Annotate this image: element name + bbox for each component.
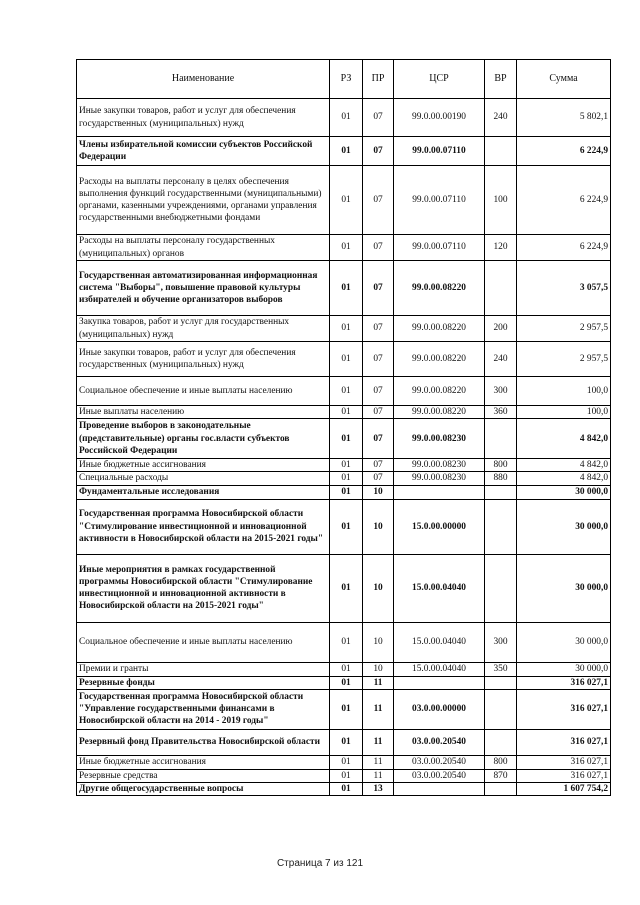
- cell-csr: 99.0.00.08220: [394, 316, 485, 342]
- cell-csr: [394, 676, 485, 689]
- cell-vr: 800: [485, 459, 517, 472]
- cell-sum: 316 027,1: [517, 769, 611, 782]
- cell-rz: 01: [330, 459, 363, 472]
- cell-csr: 15.0.00.04040: [394, 662, 485, 676]
- cell-name: Иные выплаты населению: [77, 406, 330, 419]
- cell-rz: 01: [330, 755, 363, 769]
- table-row: [77, 783, 611, 796]
- table-row: [77, 485, 611, 499]
- cell-rz: 01: [330, 316, 363, 342]
- cell-name: Закупка товаров, работ и услуг для государственных (муниципальных) нужд: [77, 316, 330, 342]
- cell-rz: 01: [330, 729, 363, 755]
- cell-pr: 11: [363, 769, 394, 782]
- cell-name: Расходы на выплаты персоналу государственных (муниципальных) органов: [77, 235, 330, 261]
- cell-vr: 120: [485, 235, 517, 261]
- cell-sum: 3 057,5: [517, 261, 611, 316]
- cell-vr: 880: [485, 472, 517, 485]
- cell-csr: [394, 783, 485, 796]
- cell-pr: 07: [363, 137, 394, 166]
- table-row: [77, 137, 611, 166]
- cell-vr: [485, 261, 517, 316]
- cell-name: Иные закупки товаров, работ и услуг для обеспечения государственных (муниципальных) нужд: [77, 342, 330, 377]
- header-pr: ПР: [363, 60, 394, 99]
- cell-sum: 4 842,0: [517, 459, 611, 472]
- cell-pr: 10: [363, 622, 394, 662]
- table-row: [77, 261, 611, 316]
- cell-pr: 07: [363, 166, 394, 235]
- cell-rz: 01: [330, 499, 363, 554]
- cell-rz: 01: [330, 406, 363, 419]
- cell-pr: 07: [363, 419, 394, 459]
- table-row: [77, 499, 611, 554]
- cell-sum: 4 842,0: [517, 419, 611, 459]
- cell-sum: 6 224,9: [517, 235, 611, 261]
- cell-pr: 11: [363, 676, 394, 689]
- cell-rz: 01: [330, 472, 363, 485]
- cell-pr: 13: [363, 783, 394, 796]
- cell-name: Резервный фонд Правительства Новосибирской области: [77, 729, 330, 755]
- cell-sum: 2 957,5: [517, 316, 611, 342]
- table-row: [77, 419, 611, 459]
- cell-csr: [394, 485, 485, 499]
- header-rz: РЗ: [330, 60, 363, 99]
- cell-vr: [485, 137, 517, 166]
- cell-vr: [485, 499, 517, 554]
- cell-csr: 15.0.00.04040: [394, 622, 485, 662]
- cell-sum: 6 224,9: [517, 166, 611, 235]
- cell-name: Резервные средства: [77, 769, 330, 782]
- table-row: [77, 235, 611, 261]
- table-row: [77, 755, 611, 769]
- table-row: [77, 676, 611, 689]
- cell-vr: 360: [485, 406, 517, 419]
- cell-vr: [485, 783, 517, 796]
- cell-vr: 300: [485, 622, 517, 662]
- table-row: [77, 769, 611, 782]
- cell-vr: 240: [485, 99, 517, 137]
- table-row: [77, 662, 611, 676]
- cell-sum: 316 027,1: [517, 689, 611, 729]
- cell-rz: 01: [330, 485, 363, 499]
- cell-vr: 300: [485, 377, 517, 406]
- cell-name: Государственная программа Новосибирской области "Управление государственными финансами в Новосибирской области на 2014 - 2019 годы": [77, 689, 330, 729]
- cell-vr: 870: [485, 769, 517, 782]
- cell-name: Специальные расходы: [77, 472, 330, 485]
- cell-sum: 4 842,0: [517, 472, 611, 485]
- cell-name: Иные бюджетные ассигнования: [77, 459, 330, 472]
- cell-pr: 11: [363, 689, 394, 729]
- budget-table: [76, 59, 611, 796]
- cell-pr: 10: [363, 499, 394, 554]
- cell-sum: 30 000,0: [517, 499, 611, 554]
- cell-pr: 07: [363, 472, 394, 485]
- cell-name: Расходы на выплаты персоналу в целях обеспечения выполнения функций государственными (муниципальными) органами, казенными учреждениями, органами управления государственными внебюджетными фондами: [77, 166, 330, 235]
- cell-csr: 03.0.00.20540: [394, 769, 485, 782]
- cell-sum: 1 607 754,2: [517, 783, 611, 796]
- table-row: [77, 316, 611, 342]
- cell-rz: 01: [330, 419, 363, 459]
- cell-vr: [485, 729, 517, 755]
- cell-vr: 100: [485, 166, 517, 235]
- cell-sum: 30 000,0: [517, 554, 611, 622]
- table-header-row: [77, 60, 611, 99]
- cell-rz: 01: [330, 689, 363, 729]
- cell-csr: 99.0.00.08230: [394, 459, 485, 472]
- cell-vr: [485, 676, 517, 689]
- cell-pr: 10: [363, 662, 394, 676]
- cell-sum: 30 000,0: [517, 622, 611, 662]
- cell-name: Иные мероприятия в рамках государственной программы Новосибирской области "Стимулирование инвестиционной и инновационной активности в Новосибирской области на 2015-2021 годы": [77, 554, 330, 622]
- cell-rz: 01: [330, 377, 363, 406]
- cell-rz: 01: [330, 166, 363, 235]
- cell-csr: 99.0.00.08230: [394, 472, 485, 485]
- cell-vr: 200: [485, 316, 517, 342]
- cell-csr: 99.0.00.07110: [394, 235, 485, 261]
- cell-vr: 240: [485, 342, 517, 377]
- cell-name: Иные бюджетные ассигнования: [77, 755, 330, 769]
- cell-rz: 01: [330, 783, 363, 796]
- cell-pr: 11: [363, 729, 394, 755]
- cell-pr: 07: [363, 377, 394, 406]
- cell-sum: 30 000,0: [517, 485, 611, 499]
- cell-name: Фундаментальные исследования: [77, 485, 330, 499]
- page-footer: Страница 7 из 121: [276, 858, 364, 869]
- table-row: [77, 406, 611, 419]
- cell-vr: 350: [485, 662, 517, 676]
- cell-sum: 100,0: [517, 377, 611, 406]
- cell-csr: 15.0.00.04040: [394, 554, 485, 622]
- cell-vr: 800: [485, 755, 517, 769]
- cell-vr: [485, 485, 517, 499]
- cell-pr: 07: [363, 261, 394, 316]
- cell-rz: 01: [330, 622, 363, 662]
- header-sum: Сумма: [517, 60, 611, 99]
- cell-vr: [485, 419, 517, 459]
- cell-rz: 01: [330, 342, 363, 377]
- table-row: [77, 622, 611, 662]
- cell-csr: 03.0.00.20540: [394, 755, 485, 769]
- cell-name: Другие общегосударственные вопросы: [77, 783, 330, 796]
- cell-pr: 07: [363, 316, 394, 342]
- cell-csr: 99.0.00.08230: [394, 419, 485, 459]
- table-row: [77, 342, 611, 377]
- cell-vr: [485, 689, 517, 729]
- table-row: [77, 377, 611, 406]
- cell-rz: 01: [330, 99, 363, 137]
- table-row: [77, 554, 611, 622]
- cell-sum: 5 802,1: [517, 99, 611, 137]
- cell-pr: 07: [363, 342, 394, 377]
- cell-csr: 99.0.00.08220: [394, 406, 485, 419]
- cell-name: Социальное обеспечение и иные выплаты населению: [77, 622, 330, 662]
- cell-sum: 30 000,0: [517, 662, 611, 676]
- cell-csr: 99.0.00.08220: [394, 261, 485, 316]
- cell-csr: 99.0.00.07110: [394, 166, 485, 235]
- cell-csr: 03.0.00.20540: [394, 729, 485, 755]
- cell-pr: 10: [363, 554, 394, 622]
- cell-pr: 07: [363, 459, 394, 472]
- cell-name: Государственная автоматизированная информационная система "Выборы", повышение правовой культуры избирателей и обучение организаторов выборов: [77, 261, 330, 316]
- cell-pr: 07: [363, 406, 394, 419]
- cell-rz: 01: [330, 662, 363, 676]
- cell-sum: 2 957,5: [517, 342, 611, 377]
- cell-name: Резервные фонды: [77, 676, 330, 689]
- table-row: [77, 166, 611, 235]
- cell-name: Государственная программа Новосибирской области "Стимулирование инвестиционной и инновационной активности в Новосибирской области на 2015-2021 годы": [77, 499, 330, 554]
- table-row: [77, 689, 611, 729]
- cell-csr: 99.0.00.08220: [394, 342, 485, 377]
- cell-sum: 316 027,1: [517, 676, 611, 689]
- cell-sum: 316 027,1: [517, 729, 611, 755]
- header-name: Наименование: [77, 60, 330, 99]
- cell-name: Иные закупки товаров, работ и услуг для обеспечения государственных (муниципальных) нужд: [77, 99, 330, 137]
- cell-rz: 01: [330, 554, 363, 622]
- cell-csr: 03.0.00.00000: [394, 689, 485, 729]
- cell-rz: 01: [330, 235, 363, 261]
- cell-pr: 07: [363, 99, 394, 137]
- cell-sum: 6 224,9: [517, 137, 611, 166]
- cell-csr: 15.0.00.00000: [394, 499, 485, 554]
- cell-rz: 01: [330, 769, 363, 782]
- cell-sum: 100,0: [517, 406, 611, 419]
- cell-name: Члены избирательной комиссии субъектов Российской Федерации: [77, 137, 330, 166]
- table-body: [77, 60, 611, 796]
- cell-pr: 07: [363, 235, 394, 261]
- table-row: [77, 459, 611, 472]
- cell-csr: 99.0.00.08220: [394, 377, 485, 406]
- cell-rz: 01: [330, 137, 363, 166]
- cell-pr: 11: [363, 755, 394, 769]
- cell-rz: 01: [330, 261, 363, 316]
- cell-csr: 99.0.00.07110: [394, 137, 485, 166]
- cell-sum: 316 027,1: [517, 755, 611, 769]
- cell-name: Проведение выборов в законодательные (представительные) органы гос.власти субъектов Российской Федерации: [77, 419, 330, 459]
- table-row: [77, 472, 611, 485]
- cell-name: Социальное обеспечение и иные выплаты населению: [77, 377, 330, 406]
- cell-vr: [485, 554, 517, 622]
- cell-name: Премии и гранты: [77, 662, 330, 676]
- table-row: [77, 729, 611, 755]
- cell-rz: 01: [330, 676, 363, 689]
- table-row: [77, 99, 611, 137]
- cell-pr: 10: [363, 485, 394, 499]
- header-csr: ЦСР: [394, 60, 485, 99]
- cell-csr: 99.0.00.00190: [394, 99, 485, 137]
- header-vr: ВР: [485, 60, 517, 99]
